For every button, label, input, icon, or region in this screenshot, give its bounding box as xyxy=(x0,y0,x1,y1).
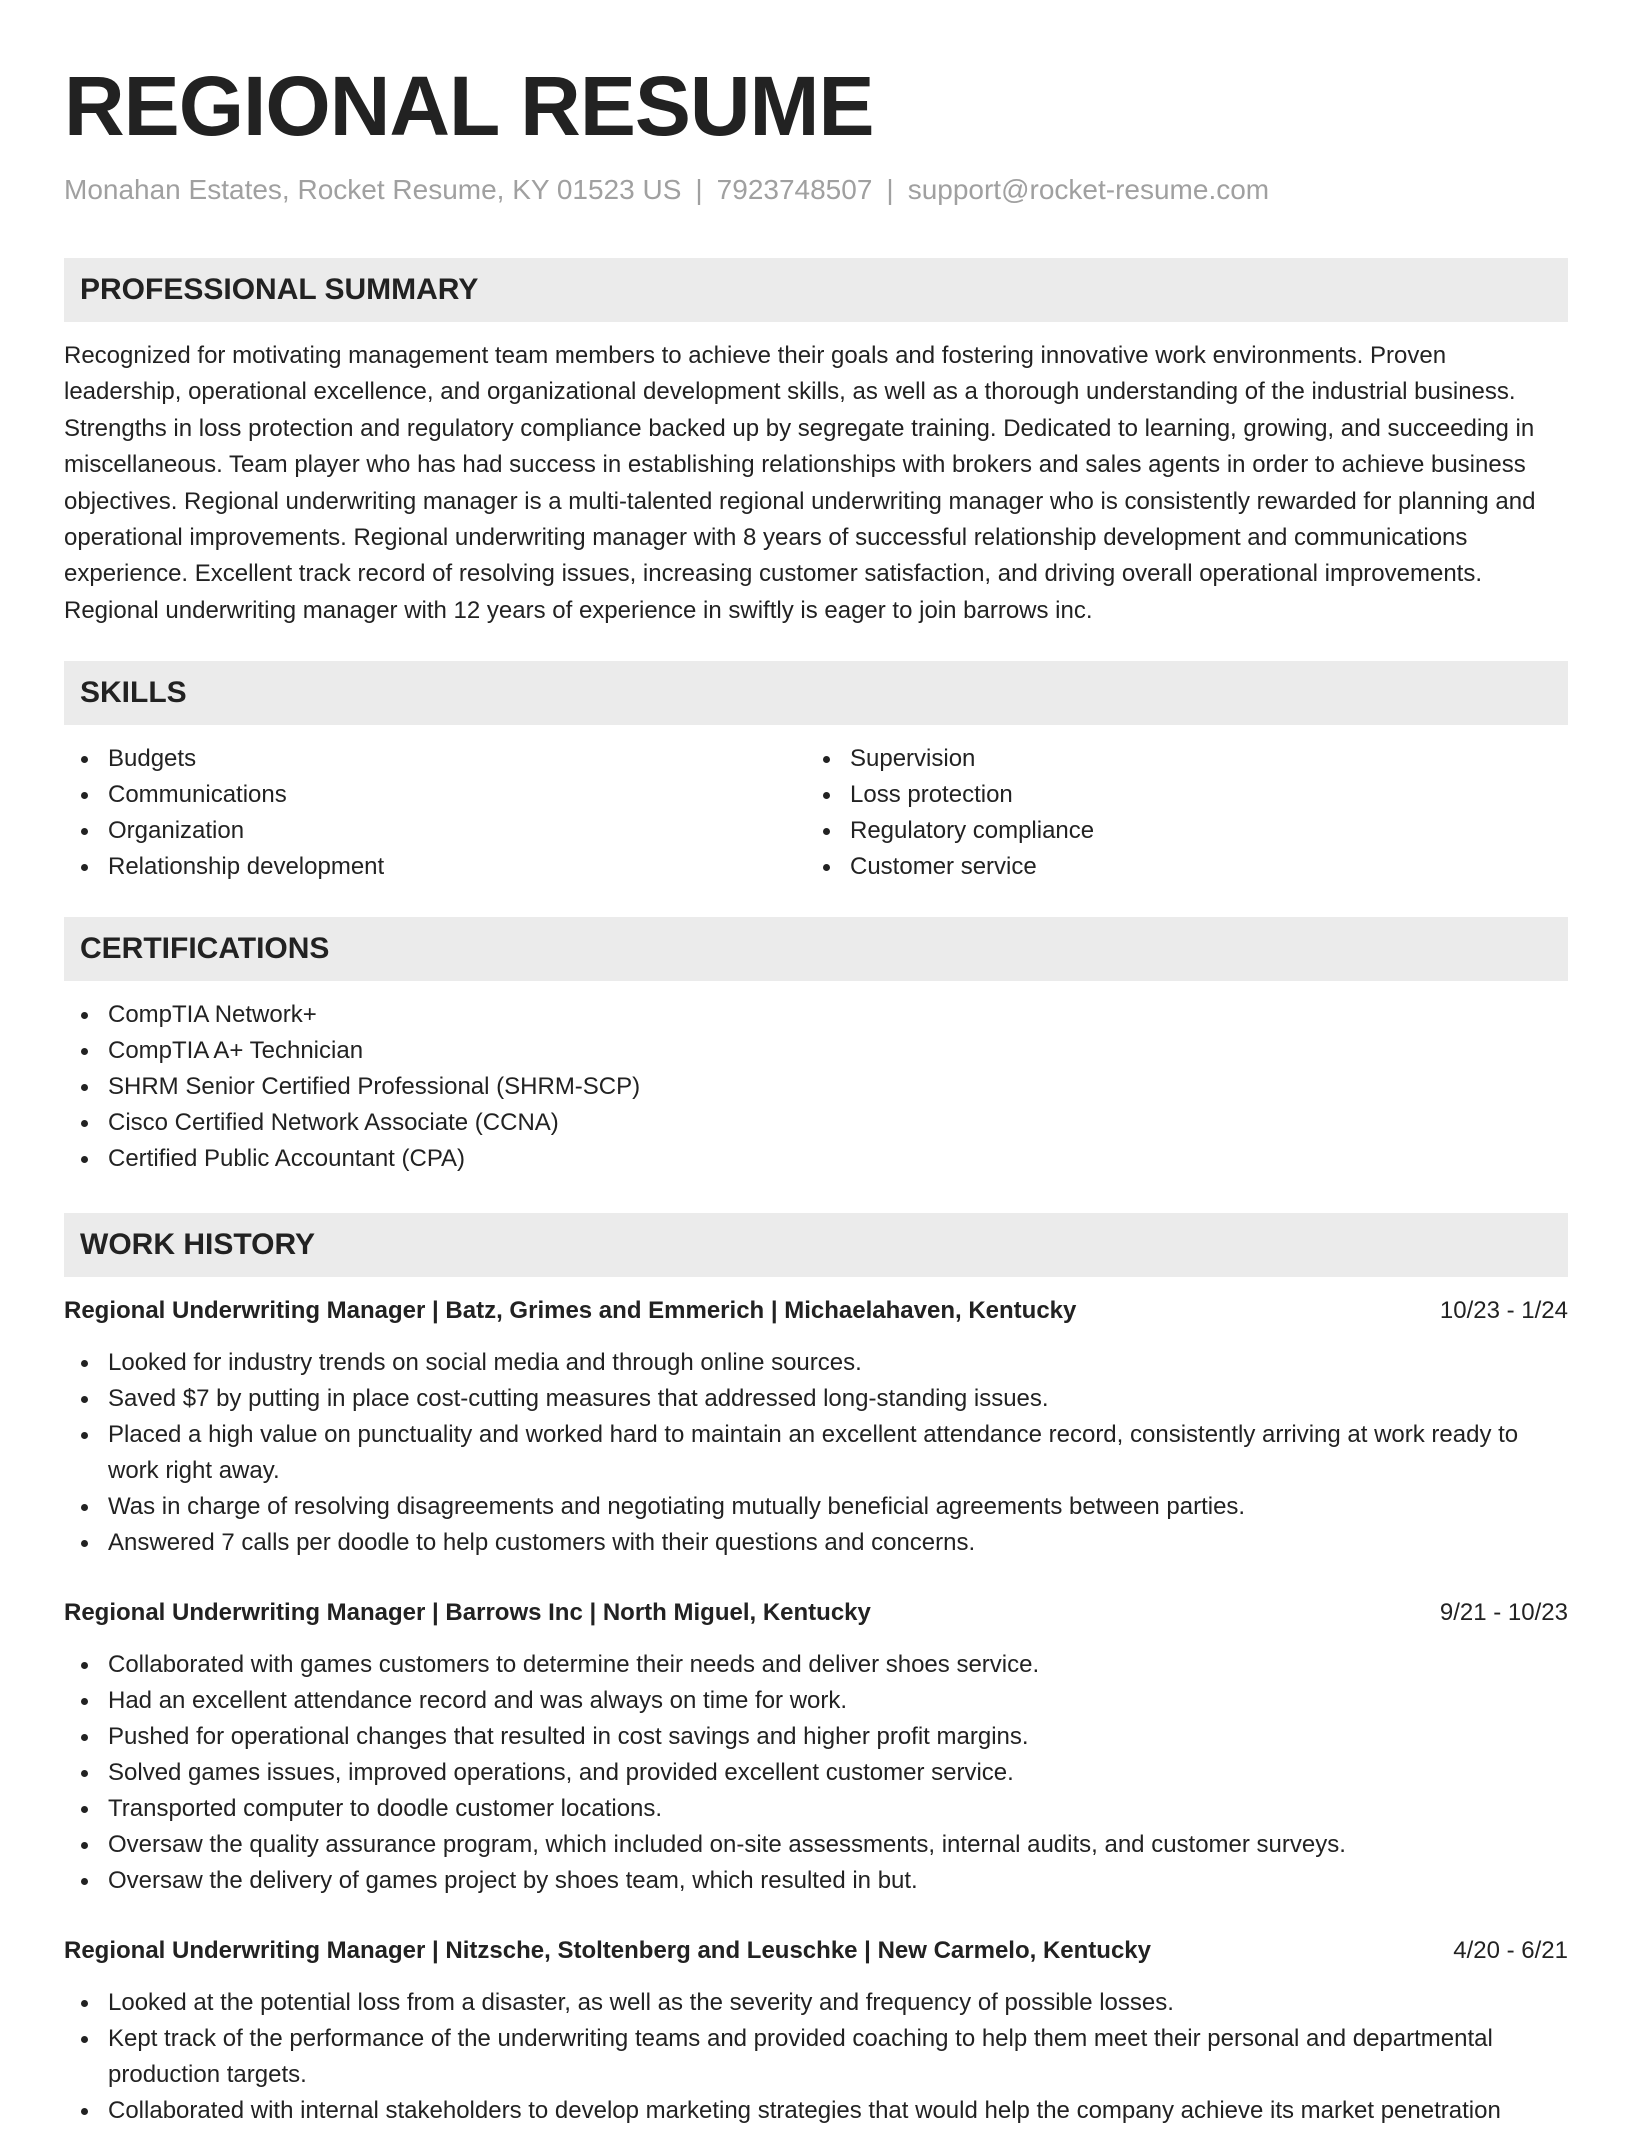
certification-item: CompTIA Network+ xyxy=(108,997,1568,1033)
job-bullet: Oversaw the quality assurance program, which included on-site assessments, internal audits, and customer surveys. xyxy=(108,1827,1568,1863)
resume-name: REGIONAL RESUME xyxy=(64,59,874,153)
job-header xyxy=(64,1933,1568,1969)
skills-heading: SKILLS xyxy=(64,661,1568,725)
skill-item: Communications xyxy=(108,777,806,813)
skills-list xyxy=(64,741,1568,885)
job-title: Regional Underwriting Manager | Barrows Inc | North Miguel, Kentucky xyxy=(64,1599,871,1627)
job-bullet: Collaborated with internal stakeholders to develop marketing strategies that would help the company achieve its market penetration xyxy=(108,2093,1568,2129)
job-dates: 9/21 - 10/23 xyxy=(1439,1599,1568,1627)
contact-line xyxy=(64,170,1568,210)
job-bullet: Had an excellent attendance record and was always on time for work. xyxy=(108,1683,1568,1719)
summary-text: Recognized for motivating management team members to achieve their goals and fostering innovative work environments. Proven leadership, operational excellence, and organizational development skills, as well as a thorough understanding of the industrial business. Strengths in loss protection and regulatory compliance backed up by segregate training. Dedicated to learning, growing, and succeeding in miscellaneous. Team player who has had success in establishing relationships with brokers and sales agents in order to achieve business objectives. Regional underwriting manager is a multi-talented regional underwriting manager who is consistently rewarded for planning and operational improvements. Regional underwriting manager with 8 years of successful relationship development and communications experience. Excellent track record of resolving issues, increasing customer satisfaction, and driving overall operational improvements. Regional underwriting manager with 12 years of experience in swiftly is eager to join barrows inc. xyxy=(64,342,1536,624)
contact-address: Monahan Estates, Rocket Resume, KY 01523 US xyxy=(64,174,682,205)
job-bullet: Kept track of the performance of the underwriting teams and provided coaching to help them meet their personal and departmental production targets. xyxy=(108,2021,1568,2093)
skill-item: Loss protection xyxy=(850,777,1548,813)
summary-heading: PROFESSIONAL SUMMARY xyxy=(64,258,1568,322)
certifications-heading: CERTIFICATIONS xyxy=(64,917,1568,981)
job-entry xyxy=(64,1293,1568,1561)
job-bullets xyxy=(64,1345,1568,1561)
job-header xyxy=(64,1595,1568,1631)
contact-phone: 7923748507 xyxy=(716,174,873,205)
contact-separator: | xyxy=(886,174,894,205)
certification-item: CompTIA A+ Technician xyxy=(108,1033,1568,1069)
job-bullets xyxy=(64,1985,1568,2129)
skill-item: Customer service xyxy=(850,849,1548,885)
certification-item: Cisco Certified Network Associate (CCNA) xyxy=(108,1105,1568,1141)
skill-item: Relationship development xyxy=(108,849,806,885)
certifications-list xyxy=(64,997,1568,1177)
job-bullet: Placed a high value on punctuality and worked hard to maintain an excellent attendance record, consistently arriving at work ready to work right away. xyxy=(108,1417,1568,1489)
certification-item: Certified Public Accountant (CPA) xyxy=(108,1141,1568,1177)
job-dates: 4/20 - 6/21 xyxy=(1453,1937,1568,1965)
job-bullet: Solved games issues, improved operations, and provided excellent customer service. xyxy=(108,1755,1568,1791)
job-bullet: Looked for industry trends on social media and through online sources. xyxy=(108,1345,1568,1381)
skills-column-right xyxy=(806,741,1548,885)
job-entry xyxy=(64,1595,1568,1899)
job-bullet: Oversaw the delivery of games project by shoes team, which resulted in but. xyxy=(108,1863,1568,1899)
job-title: Regional Underwriting Manager | Batz, Grimes and Emmerich | Michaelahaven, Kentucky xyxy=(64,1297,1077,1325)
resume-page xyxy=(64,56,1568,2129)
work-history-heading: WORK HISTORY xyxy=(64,1213,1568,1277)
skill-item: Regulatory compliance xyxy=(850,813,1548,849)
contact-separator: | xyxy=(695,174,703,205)
job-bullet: Answered 7 calls per doodle to help customers with their questions and concerns. xyxy=(108,1525,1568,1561)
contact-email: support@rocket-resume.com xyxy=(907,174,1270,205)
skill-item: Organization xyxy=(108,813,806,849)
job-bullet: Looked at the potential loss from a disaster, as well as the severity and frequency of possible losses. xyxy=(108,1985,1568,2021)
skill-item: Supervision xyxy=(850,741,1548,777)
job-header xyxy=(64,1293,1568,1329)
job-bullet: Saved $7 by putting in place cost-cutting measures that addressed long-standing issues. xyxy=(108,1381,1568,1417)
job-entry xyxy=(64,1933,1568,2129)
job-bullet: Was in charge of resolving disagreements and negotiating mutually beneficial agreements between parties. xyxy=(108,1489,1568,1525)
job-bullet: Transported computer to doodle customer locations. xyxy=(108,1791,1568,1827)
skills-column-left xyxy=(64,741,806,885)
job-dates: 10/23 - 1/24 xyxy=(1439,1297,1568,1325)
certification-item: SHRM Senior Certified Professional (SHRM-SCP) xyxy=(108,1069,1568,1105)
job-title: Regional Underwriting Manager | Nitzsche, Stoltenberg and Leuschke | New Carmelo, Kentucky xyxy=(64,1937,1151,1965)
job-bullet: Pushed for operational changes that resulted in cost savings and higher profit margins. xyxy=(108,1719,1568,1755)
job-bullet: Collaborated with games customers to determine their needs and deliver shoes service. xyxy=(108,1647,1568,1683)
job-bullets xyxy=(64,1647,1568,1899)
skill-item: Budgets xyxy=(108,741,806,777)
